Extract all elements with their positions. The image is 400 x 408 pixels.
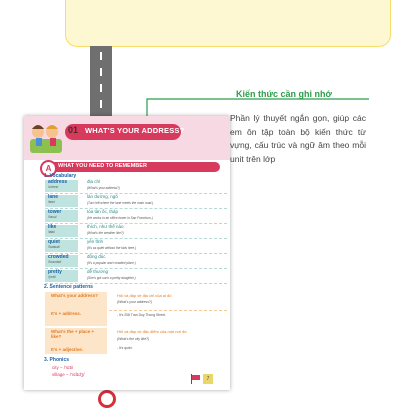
- flag-icon: [190, 374, 202, 384]
- vocab-meaning: đông đúc: [87, 254, 106, 259]
- vocab-example: (She's got such a pretty daughter.): [87, 276, 136, 280]
- book-page-preview: [24, 116, 230, 390]
- phonics-item: city – /'sɪti/: [52, 365, 74, 370]
- vocab-ipa: /laɪk/: [48, 230, 55, 234]
- unit-number: 01: [68, 125, 79, 135]
- vocab-heading: 1. Vocabulary: [44, 173, 77, 179]
- vocab-example: (It's as quiet without the kids here.): [87, 246, 137, 250]
- vocab-row: [45, 194, 227, 209]
- unit-title: WHAT'S YOUR ADDRESS?: [85, 126, 185, 135]
- pattern-meaning: Hỏi và đáp về địa chỉ của ai đó: [117, 293, 172, 298]
- vocab-ipa: /leɪn/: [48, 200, 56, 204]
- kids-illustration-icon: [28, 121, 64, 155]
- pattern-question: What's the + place + like?: [51, 329, 95, 339]
- pattern-answer: It's + adjective.: [51, 347, 83, 352]
- vocab-meaning: tòa tàn ốc, tháp: [87, 209, 119, 214]
- vocab-meaning: làn đường, ngõ: [87, 194, 118, 199]
- vocab-row: [45, 269, 227, 284]
- vocab-meaning: địa chỉ: [87, 179, 101, 184]
- vocab-word: like: [48, 224, 57, 230]
- vocab-word: tower: [48, 209, 62, 215]
- pattern-question: What's your address?: [51, 293, 98, 298]
- vocab-row: [45, 209, 227, 224]
- section-letter: A: [40, 160, 57, 177]
- vocab-word: address: [48, 179, 68, 185]
- annotation-title: Kiến thức cần ghi nhớ: [236, 89, 332, 99]
- vocab-row: [45, 224, 227, 239]
- road-end-marker: [98, 390, 116, 408]
- vocab-meaning: thích, như thế nào: [87, 224, 124, 229]
- section-title: WHAT YOU NEED TO REMEMBER: [58, 163, 147, 169]
- page-number: 7: [203, 374, 213, 384]
- patterns-heading: 2. Sentence patterns: [44, 284, 93, 290]
- vocab-word: quiet: [48, 239, 60, 245]
- vocab-ipa: /'kraʊdɪd/: [48, 260, 62, 264]
- pattern-example-answer: - It's quiet.: [117, 346, 133, 350]
- vocab-word: crowded: [48, 254, 69, 260]
- vocab-row: [45, 239, 227, 254]
- vocab-example: (What's the weather like?): [87, 231, 124, 235]
- top-info-box: [65, 0, 391, 47]
- pattern-example: (What's your address?): [117, 300, 152, 304]
- vocab-example: (What's your address?): [87, 186, 120, 190]
- vocab-ipa: /'prɪti/: [48, 275, 56, 279]
- vocab-row: [45, 254, 227, 269]
- vocab-example: (He works in an office tower in San Francisco.): [87, 216, 153, 220]
- vocab-meaning: dễ thương: [87, 269, 108, 274]
- vocab-example: (Turn left where the lane meets the main road.): [87, 201, 154, 205]
- phonics-heading: 3. Phonics: [44, 357, 70, 363]
- vocab-ipa: /'kwaɪət/: [48, 245, 60, 249]
- phonics-item: village – /'vɪlɪdʒ/: [52, 372, 85, 377]
- vocab-word: lane: [48, 194, 59, 200]
- road-graphic: [90, 46, 112, 122]
- vocab-list: [45, 179, 227, 284]
- vocab-word: pretty: [48, 269, 62, 275]
- vocab-row: [45, 179, 227, 194]
- pattern-answer: It's + address.: [51, 311, 81, 316]
- vocab-ipa: /'taʊə/: [48, 215, 57, 219]
- annotation-body: Phần lý thuyết ngắn gọn, giúp các em ôn tập toàn bộ kiến thức từ vựng, cấu trúc và ngữ âm theo mỗi unit trên lớp: [230, 113, 366, 164]
- vocab-example: (It's a popular and crowded place.): [87, 261, 136, 265]
- pattern-example: (What's the city like?): [117, 337, 150, 341]
- pattern-example-answer: - It's 208 Tran Duy Thong Street.: [117, 313, 167, 317]
- pattern-meaning: Hỏi và đáp về đặc điểm của một nơi đó: [117, 329, 187, 334]
- vocab-ipa: /ə'dres/: [48, 185, 59, 189]
- vocab-meaning: yên tĩnh: [87, 239, 104, 244]
